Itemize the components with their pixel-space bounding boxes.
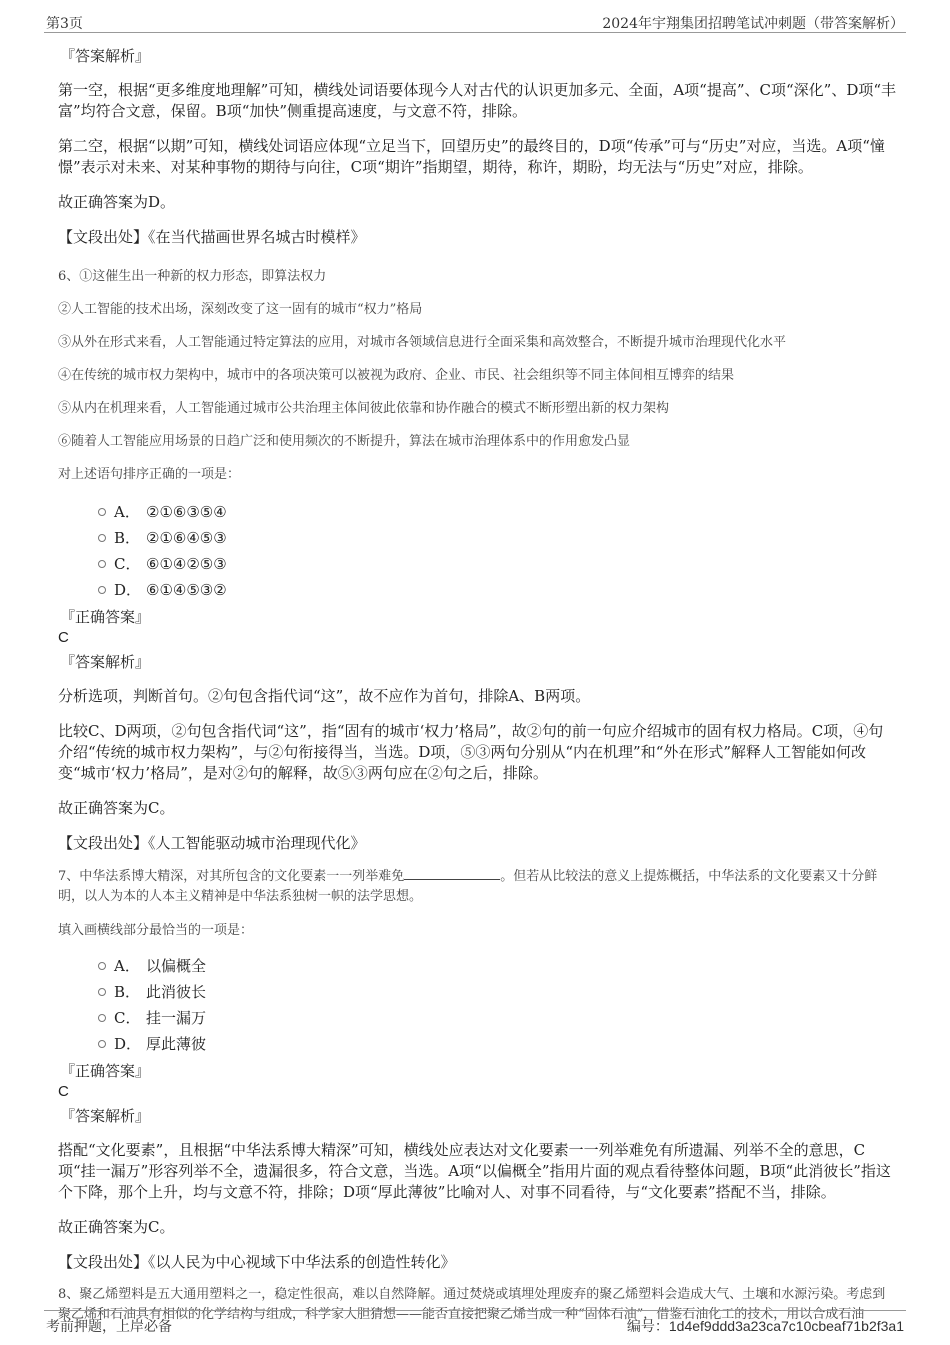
analysis-paragraph: 故正确答案为C。 xyxy=(58,799,175,817)
analysis-paragraph: 第二空，根据“以期”可知，横线处词语应体现“立足当下，回望历史”的最终目的，D项“传承”可与“历史”对应，当选。A项“憧憬”表示对未来、对某种事物的期待与向往，C项“期许”指期望，期待，称许，期盼，均无法与“历史”对应，排除。 xyxy=(58,137,885,176)
option-text: ⑥①④②⑤③ xyxy=(146,555,227,573)
correct-answer-value: C xyxy=(58,629,69,646)
option-text: 此消彼长 xyxy=(146,983,207,1001)
page-footer xyxy=(44,1310,906,1335)
radio-icon[interactable] xyxy=(98,1014,106,1022)
radio-icon[interactable] xyxy=(98,586,106,594)
code-value: 1d4ef9ddd3a23ca7c10cbeaf71b2f3a1 xyxy=(668,1318,904,1334)
correct-answer-label: 『正确答案』 xyxy=(60,1062,151,1080)
option-letter: B． xyxy=(114,983,141,1001)
analysis-paragraph: 第一空，根据“更多维度地理解”可知，横线处词语要体现今人对古代的认识更加多元、全面，A项“提高”、C项“深化”、D项“丰富”均符合文意，保留。B项“加快”侧重提高速度，与文意不符，排除。 xyxy=(58,81,897,120)
option-text: ②①⑥③⑤④ xyxy=(146,503,227,521)
question-7 xyxy=(58,866,898,1273)
source-citation: 【文段出处】《以人民为中心视域下中华法系的创造性转化》 xyxy=(58,1253,456,1271)
radio-icon[interactable] xyxy=(98,508,106,516)
option-letter: C． xyxy=(114,1009,141,1027)
question-text: 聚乙烯塑料是五大通用塑料之一，稳定性很高，难以自然降解。通过焚烧或填埋处理废弃的聚乙烯塑料会造成大气、土壤和水源污染。考虑到聚乙烯和石油具有相似的化学结构与组成，科学家大胆猜想——能否直接把聚乙烯当成一种“固体石油”，借鉴石油化工的技术，用以合成石油 xyxy=(58,1287,886,1322)
question-6-statement-5: ⑤从内在机理来看，人工智能通过城市公共治理主体间彼此依靠和协作融合的模式不断形塑出新的权力架构 xyxy=(58,401,670,416)
option-text: ②①⑥④⑤③ xyxy=(146,529,227,547)
option-letter: D． xyxy=(114,581,142,599)
analysis-paragraph: 搭配“文化要素”，且根据“中华法系博大精深”可知，横线处应表达对文化要素一一列举难免有所遗漏、列举不全的意思，C项“挂一漏万”形容列举不全，遗漏很多，符合文意，当选。A项“以偏概全”指用片面的观点看待整体问题，B项“此消彼长”指这个下降，那个上升，均与文意不符，排除；D项“厚此薄彼”比喻对人、对事不同看待，与“文化要素”搭配不当，排除。 xyxy=(58,1141,891,1201)
question-number: 8、 xyxy=(58,1287,80,1302)
footer-slogan: 考前押题，上岸必备 xyxy=(46,1319,172,1335)
statement-text: ①这催生出一种新的权力形态，即算法权力 xyxy=(79,269,327,284)
option-c[interactable] xyxy=(98,551,898,577)
analysis-label: 『答案解析』 xyxy=(60,653,151,671)
question-6-statement-2: ②人工智能的技术出场，深刻改变了这一固有的城市“权力”格局 xyxy=(58,302,423,317)
option-b[interactable] xyxy=(98,525,898,551)
correct-answer-value: C xyxy=(58,1083,69,1100)
document-title: 2024年宇翔集团招聘笔试冲刺题（带答案解析） xyxy=(602,16,904,32)
question-text-after: 。但若从比较法的意义上提炼概括，中华法系的文化要素又十分鲜明，以人为本的人本主义精神是中华法系独树一帜的法学思想。 xyxy=(58,869,878,904)
radio-icon[interactable] xyxy=(98,534,106,542)
source-citation: 【文段出处】《人工智能驱动城市治理现代化》 xyxy=(58,834,366,852)
question-6-statement-4: ④在传统的城市权力架构中，城市中的各项决策可以被视为政府、企业、市民、社会组织等不同主体间相互博弈的结果 xyxy=(58,368,735,383)
question-number: 7、 xyxy=(58,869,80,884)
analysis-paragraph: 故正确答案为D。 xyxy=(58,193,176,211)
q5-analysis-section xyxy=(58,46,898,248)
question-6 xyxy=(58,267,898,854)
question-6-statement-3: ③从外在形式来看，人工智能通过特定算法的应用，对城市各领域信息进行全面采集和高效整合，不断提升城市治理现代化水平 xyxy=(58,335,787,350)
page-header xyxy=(44,10,906,33)
question-text-before: 中华法系博大精深，对其所包含的文化要素一一列举难免 xyxy=(79,869,405,884)
question-6-statement-6: ⑥随着人工智能应用场景的日趋广泛和使用频次的不断提升，算法在城市治理体系中的作用愈发凸显 xyxy=(58,434,631,449)
correct-answer-label: 『正确答案』 xyxy=(60,608,151,626)
option-b[interactable] xyxy=(98,979,898,1005)
option-letter: B． xyxy=(114,529,141,547)
radio-icon[interactable] xyxy=(98,560,106,568)
page-content xyxy=(58,40,898,1325)
option-letter: A． xyxy=(114,503,140,521)
question-number: 6、 xyxy=(58,269,80,284)
option-letter: A． xyxy=(114,957,140,975)
analysis-label: 『答案解析』 xyxy=(60,47,151,65)
option-text: 挂一漏万 xyxy=(146,1009,207,1027)
analysis-paragraph: 比较C、D两项，②句包含指代词“这”，指“固有的城市‘权力’格局”，故②句的前一句应介绍城市的固有权力格局。C项，④句介绍“传统的城市权力架构”，与②句衔接得当，当选。D项，⑤③两句分别从“内在机理”和“外在形式”解释人工智能如何改变“城市‘权力’格局”，是对②句的解释，故⑤③两句应在②句之后，排除。 xyxy=(58,722,884,782)
radio-icon[interactable] xyxy=(98,988,106,996)
fill-blank xyxy=(404,866,500,880)
question-7-text xyxy=(58,866,898,907)
option-letter: C． xyxy=(114,555,141,573)
option-a[interactable] xyxy=(98,953,898,979)
option-text: 厚此薄彼 xyxy=(146,1035,207,1053)
question-6-prompt: 对上述语句排序正确的一项是： xyxy=(58,467,241,482)
radio-icon[interactable] xyxy=(98,1040,106,1048)
option-d[interactable] xyxy=(98,577,898,603)
analysis-paragraph: 分析选项，判断首句。②句包含指代词“这”，故不应作为首句，排除A、B两项。 xyxy=(58,687,591,705)
question-7-prompt: 填入画横线部分最恰当的一项是： xyxy=(58,923,254,938)
option-c[interactable] xyxy=(98,1005,898,1031)
code-label: 编号： xyxy=(626,1319,669,1335)
option-d[interactable] xyxy=(98,1031,898,1057)
question-6-options xyxy=(98,499,898,603)
question-6-statement-1 xyxy=(58,267,898,287)
analysis-paragraph: 故正确答案为C。 xyxy=(58,1218,175,1236)
option-text: ⑥①④⑤③② xyxy=(146,581,227,599)
analysis-label: 『答案解析』 xyxy=(60,1107,151,1125)
question-7-options xyxy=(98,953,898,1057)
source-citation: 【文段出处】《在当代描画世界名城古时模样》 xyxy=(58,228,366,246)
option-text: 以偏概全 xyxy=(146,957,207,975)
document-code xyxy=(627,1316,904,1336)
option-letter: D． xyxy=(114,1035,142,1053)
option-a[interactable] xyxy=(98,499,898,525)
page-number: 第3页 xyxy=(46,16,83,32)
radio-icon[interactable] xyxy=(98,962,106,970)
